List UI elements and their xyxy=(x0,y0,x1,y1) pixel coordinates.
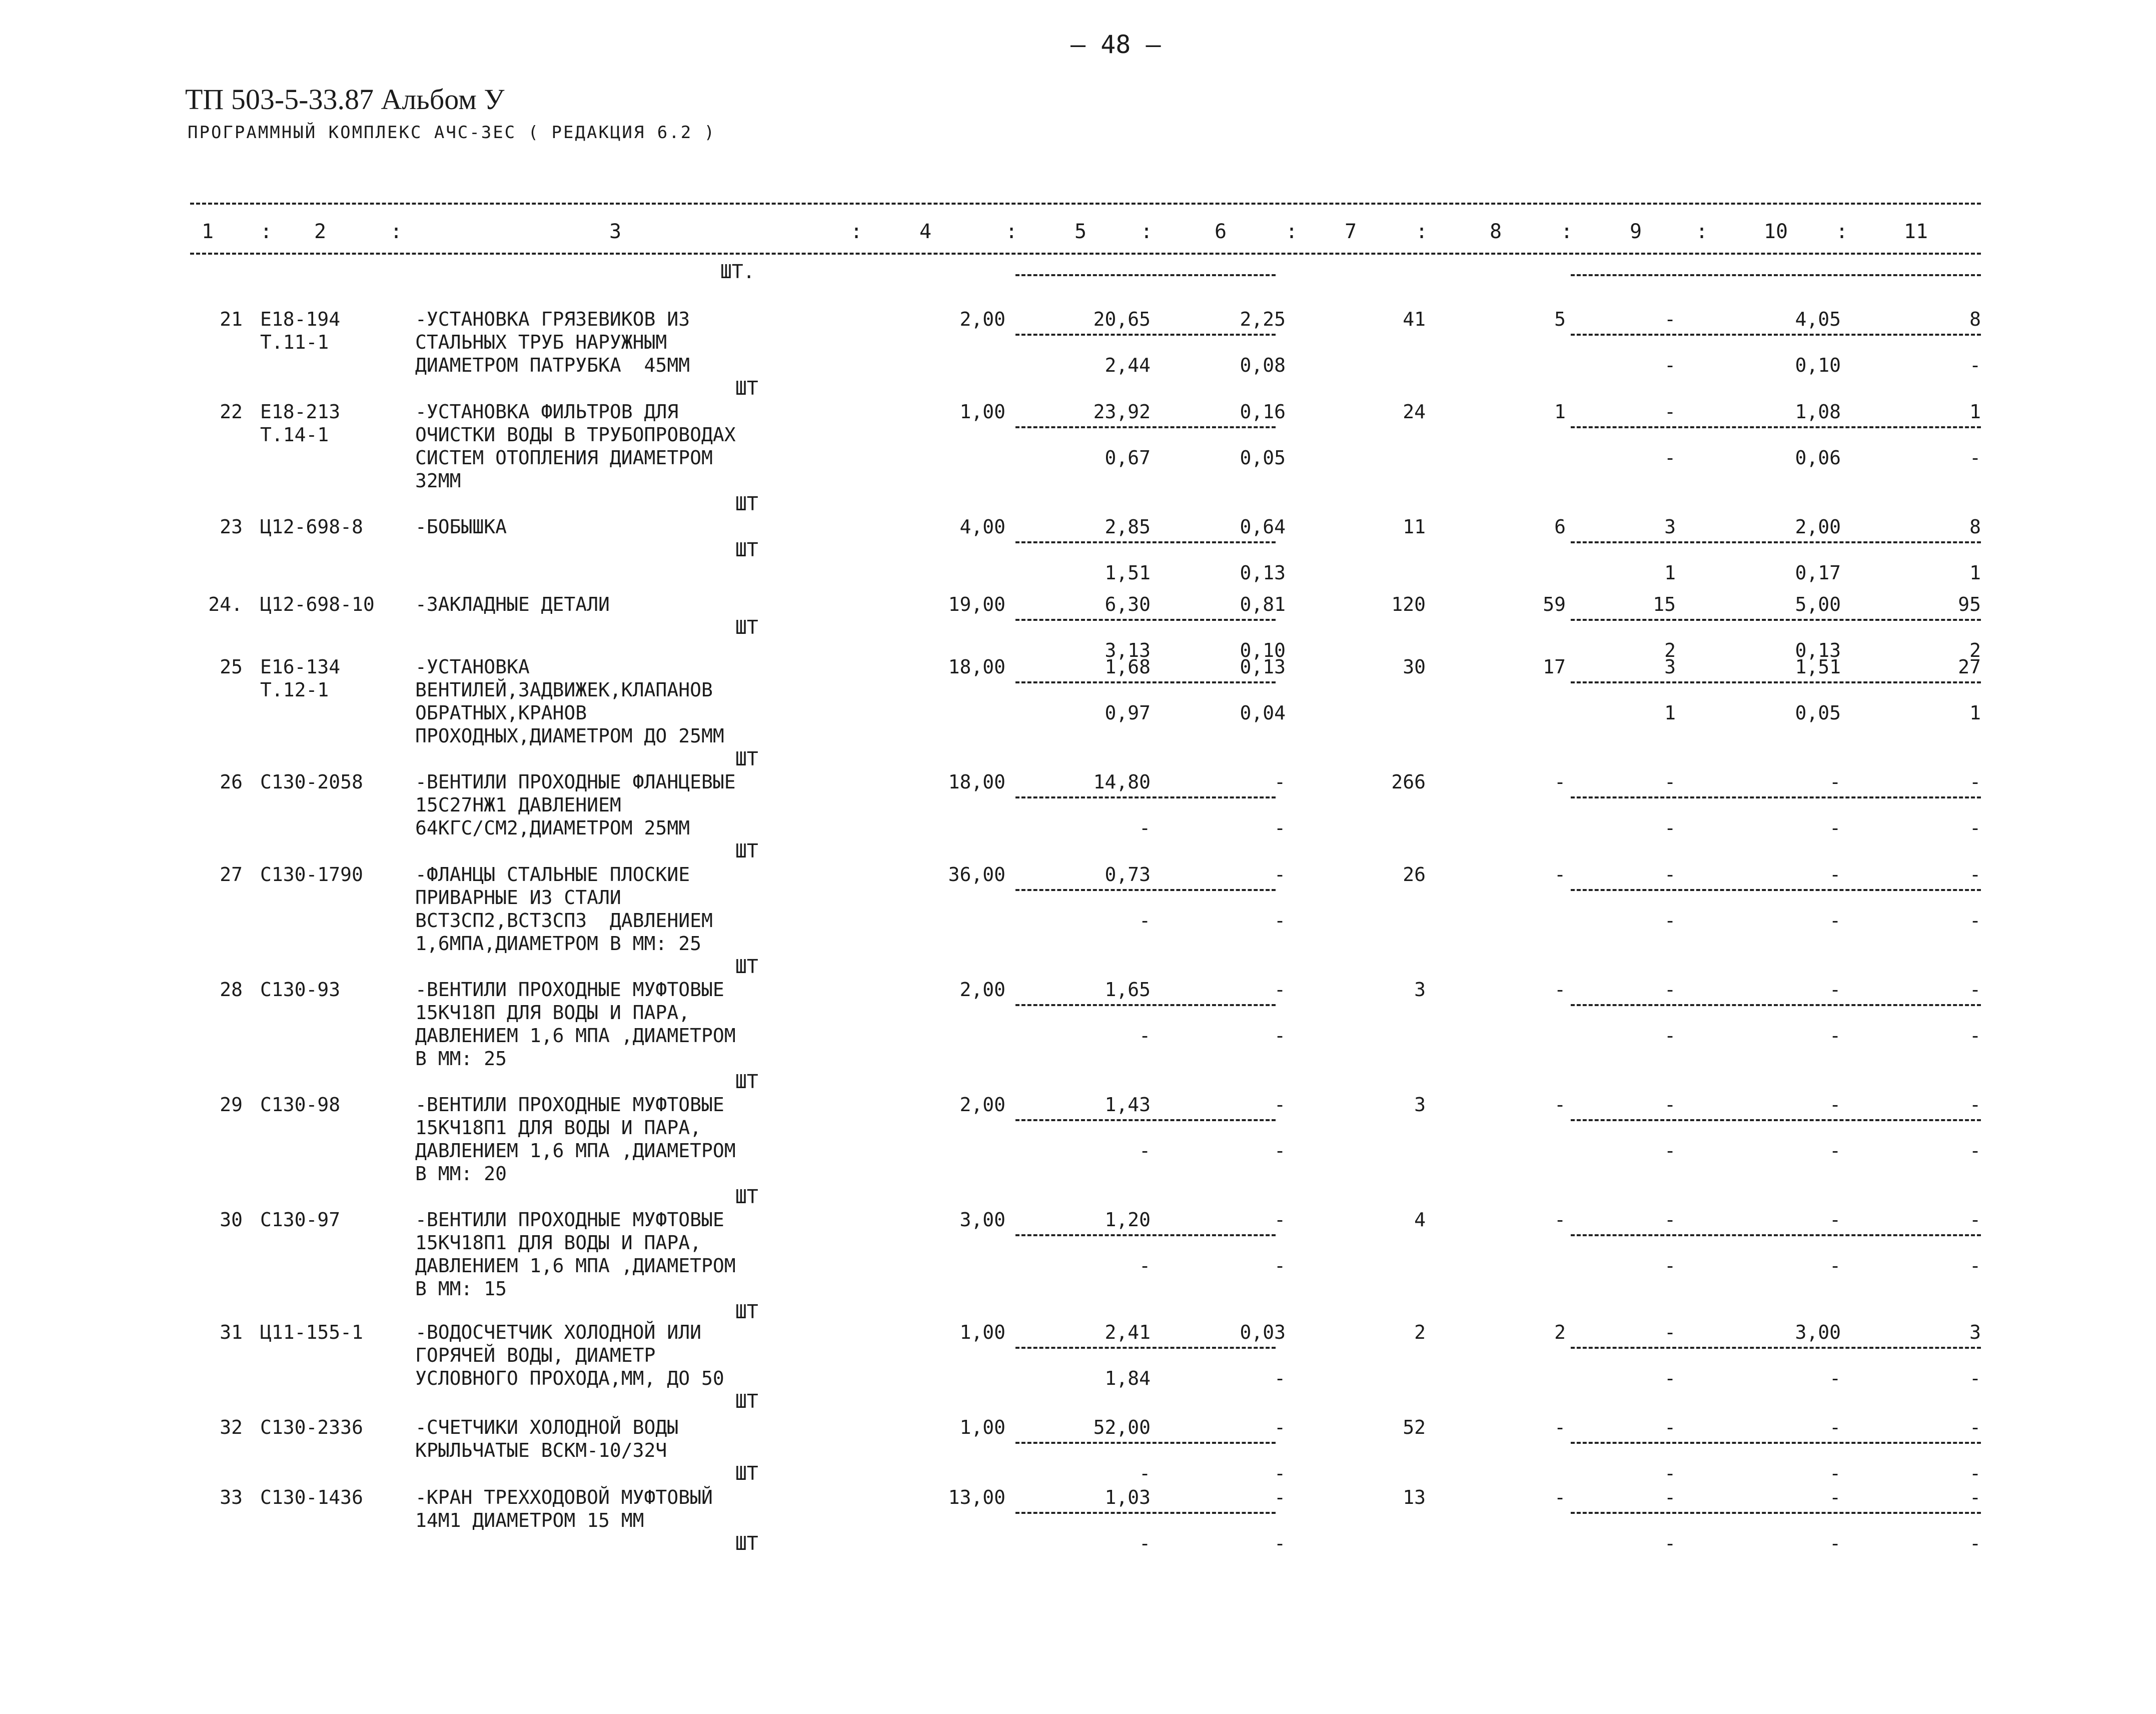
cell-col9: - xyxy=(1664,308,1676,330)
cell-col9: 3 xyxy=(1664,516,1676,538)
cell-col5: 2,85 xyxy=(1105,516,1151,538)
rule xyxy=(1015,796,1276,798)
cell-col10: - xyxy=(1829,979,1841,1001)
cell-col5: 1,65 xyxy=(1105,979,1151,1001)
cell-col5-sub: 0,67 xyxy=(1105,447,1151,469)
column-header-10: 10 xyxy=(1763,220,1788,243)
cell-col7: 4 xyxy=(1414,1209,1426,1231)
row-unit: ШТ xyxy=(735,748,758,770)
cell-col9: - xyxy=(1664,771,1676,793)
cell-col5-sub: 0,97 xyxy=(1105,702,1151,724)
column-header-2: 2 xyxy=(314,220,327,243)
cell-col7: 3 xyxy=(1414,1094,1426,1116)
cell-col10: 4,05 xyxy=(1795,308,1841,330)
cell-col6-sub: - xyxy=(1274,1025,1286,1047)
cell-col6: - xyxy=(1274,771,1286,793)
row-description: -ВОДОСЧЕТЧИК ХОЛОДНОЙ ИЛИ ГОРЯЧЕЙ ВОДЫ, ДИАМЕТР УСЛОВНОГО ПРОХОДА,ММ, ДО 50 xyxy=(415,1321,724,1389)
cell-col5: 23,92 xyxy=(1093,401,1151,423)
cell-col9: 3 xyxy=(1664,656,1676,678)
cell-col9: - xyxy=(1664,1416,1676,1438)
cell-col9: - xyxy=(1664,979,1676,1001)
cell-col6: 0,16 xyxy=(1240,401,1286,423)
cell-col6: - xyxy=(1274,1486,1286,1508)
rule xyxy=(1015,619,1276,621)
cell-col5: 20,65 xyxy=(1093,308,1151,330)
cell-col6-sub: - xyxy=(1274,1367,1286,1389)
row-code: Е16-134 xyxy=(260,656,341,678)
cell-col9-sub: - xyxy=(1664,1025,1676,1047)
column-separator: : xyxy=(1561,220,1573,243)
row-code: С130-93 xyxy=(260,979,341,1001)
cell-col10-sub: 0,05 xyxy=(1795,702,1841,724)
row-description: -ВЕНТИЛИ ПРОХОДНЫЕ МУФТОВЫЕ 15КЧ18П1 ДЛЯ ВОДЫ И ПАРА, ДАВЛЕНИЕМ 1,6 МПА ,ДИАМЕТРОМ В ММ: 15 xyxy=(415,1209,736,1300)
row-code: С130-2058 xyxy=(260,771,363,793)
row-description: -КРАН ТРЕХХОДОВОЙ МУФТОВЫЙ 14М1 ДИАМЕТРОМ 15 ММ xyxy=(415,1486,713,1531)
row-unit: ШТ xyxy=(735,1390,758,1412)
cell-col9-sub: - xyxy=(1664,1532,1676,1554)
rule xyxy=(1015,1347,1276,1349)
rule xyxy=(1015,1234,1276,1236)
cell-col6: - xyxy=(1274,979,1286,1001)
cell-col6-sub: - xyxy=(1274,1140,1286,1162)
row-unit: ШТ xyxy=(735,1186,758,1208)
cell-col10: 1,08 xyxy=(1795,401,1841,423)
cell-col10: - xyxy=(1829,864,1841,886)
cell-col5: 2,41 xyxy=(1105,1321,1151,1343)
row-description: -ВЕНТИЛИ ПРОХОДНЫЕ ФЛАНЦЕВЫЕ 15С27НЖ1 ДАВЛЕНИЕМ 64КГС/СМ2,ДИАМЕТРОМ 25ММ xyxy=(415,771,736,839)
cell-col5: 0,73 xyxy=(1105,864,1151,886)
rule xyxy=(1571,619,1981,621)
table-top-rule xyxy=(190,203,1981,205)
row-unit: ШТ xyxy=(735,493,758,515)
cell-col7: 13 xyxy=(1403,1486,1426,1508)
cell-col7: 24 xyxy=(1403,401,1426,423)
row-description: -СЧЕТЧИКИ ХОЛОДНОЙ ВОДЫ КРЫЛЬЧАТЫЕ ВСКМ-10/32Ч xyxy=(415,1416,679,1461)
cell-col5-sub: - xyxy=(1139,1140,1151,1162)
column-header-8: 8 xyxy=(1489,220,1502,243)
cell-col8: 59 xyxy=(1543,593,1566,615)
cell-col8: - xyxy=(1554,771,1566,793)
cell-col6: 0,13 xyxy=(1240,656,1286,678)
row-number: 31 xyxy=(220,1321,243,1343)
column-header-1: 1 xyxy=(201,220,214,243)
cell-col11: 3 xyxy=(1969,1321,1981,1343)
cell-col5-sub: 1,51 xyxy=(1105,562,1151,584)
row-number: 25 xyxy=(220,656,243,678)
cell-col9: - xyxy=(1664,401,1676,423)
cell-col5: 52,00 xyxy=(1093,1416,1151,1438)
cell-col11-sub: - xyxy=(1969,1025,1981,1047)
row-unit: ШТ xyxy=(735,1071,758,1093)
cell-quantity: 1,00 xyxy=(959,1321,1005,1343)
cell-col6-sub: - xyxy=(1274,910,1286,932)
rule xyxy=(1571,274,1981,276)
row-unit: ШТ xyxy=(735,377,758,399)
cell-quantity: 19,00 xyxy=(948,593,1005,615)
cell-col11-sub: - xyxy=(1969,910,1981,932)
row-code: С130-2336 xyxy=(260,1416,363,1438)
row-unit: ШТ xyxy=(735,1301,758,1323)
unit-top: ШТ. xyxy=(720,261,755,283)
cell-col8: - xyxy=(1554,1209,1566,1231)
cell-col7: 120 xyxy=(1391,593,1426,615)
cell-col11-sub: - xyxy=(1969,817,1981,839)
cell-col10: - xyxy=(1829,1486,1841,1508)
rule xyxy=(1015,889,1276,891)
cell-col9: - xyxy=(1664,864,1676,886)
cell-col5-sub: - xyxy=(1139,1462,1151,1484)
cell-col9-sub: - xyxy=(1664,447,1676,469)
cell-col5-sub: - xyxy=(1139,1532,1151,1554)
cell-col5-sub: - xyxy=(1139,1255,1151,1277)
rule xyxy=(1015,681,1276,683)
cell-col11-sub: - xyxy=(1969,1367,1981,1389)
cell-col6: - xyxy=(1274,864,1286,886)
cell-col11-sub: 1 xyxy=(1969,562,1981,584)
row-unit: ШТ xyxy=(735,1532,758,1554)
rule xyxy=(1571,334,1981,336)
cell-col10-sub: 0,17 xyxy=(1795,562,1841,584)
cell-col9: 15 xyxy=(1653,593,1676,615)
row-code: Ц12-698-8 xyxy=(260,516,363,538)
cell-col6-sub: 0,13 xyxy=(1240,562,1286,584)
cell-col9-sub: - xyxy=(1664,354,1676,376)
cell-col6: 0,03 xyxy=(1240,1321,1286,1343)
rule xyxy=(1571,1234,1981,1236)
cell-quantity: 18,00 xyxy=(948,656,1005,678)
row-code-sub: Т.11-1 xyxy=(260,331,329,353)
row-description: -ВЕНТИЛИ ПРОХОДНЫЕ МУФТОВЫЕ 15КЧ18П ДЛЯ ВОДЫ И ПАРА, ДАВЛЕНИЕМ 1,6 МПА ,ДИАМЕТРОМ В ММ: 25 xyxy=(415,979,736,1070)
row-number: 21 xyxy=(220,308,243,330)
row-unit: ШТ xyxy=(735,616,758,638)
column-separator: : xyxy=(1696,220,1708,243)
row-number: 22 xyxy=(220,401,243,423)
cell-col11-sub: 2 xyxy=(1969,639,1981,661)
rule xyxy=(1571,1442,1981,1444)
cell-col10: - xyxy=(1829,1094,1841,1116)
rule xyxy=(1015,1442,1276,1444)
cell-col6-sub: - xyxy=(1274,1532,1286,1554)
cell-col8: 6 xyxy=(1554,516,1566,538)
cell-col10: 5,00 xyxy=(1795,593,1841,615)
cell-col10: - xyxy=(1829,771,1841,793)
cell-col7: 41 xyxy=(1403,308,1426,330)
rule xyxy=(1571,426,1981,428)
cell-col9: - xyxy=(1664,1209,1676,1231)
column-separator: : xyxy=(1286,220,1298,243)
cell-col7: 266 xyxy=(1391,771,1426,793)
cell-col9: - xyxy=(1664,1486,1676,1508)
cell-quantity: 4,00 xyxy=(959,516,1005,538)
cell-col5: 1,03 xyxy=(1105,1486,1151,1508)
cell-col10-sub: - xyxy=(1829,1025,1841,1047)
cell-col10-sub: 0,06 xyxy=(1795,447,1841,469)
cell-col6: 2,25 xyxy=(1240,308,1286,330)
cell-col8: - xyxy=(1554,864,1566,886)
cell-col11-sub: - xyxy=(1969,1532,1981,1554)
cell-col11: 1 xyxy=(1969,401,1981,423)
cell-col8: 2 xyxy=(1554,1321,1566,1343)
cell-col7: 30 xyxy=(1403,656,1426,678)
cell-col11-sub: - xyxy=(1969,1255,1981,1277)
cell-col9-sub: - xyxy=(1664,817,1676,839)
cell-col11: - xyxy=(1969,1416,1981,1438)
cell-col5-sub: - xyxy=(1139,1025,1151,1047)
cell-col11: - xyxy=(1969,864,1981,886)
row-number: 30 xyxy=(220,1209,243,1231)
rule xyxy=(1571,541,1981,543)
column-header-9: 9 xyxy=(1629,220,1642,243)
row-code-sub: Т.12-1 xyxy=(260,679,329,701)
rule xyxy=(1015,334,1276,336)
cell-col6-sub: - xyxy=(1274,1255,1286,1277)
cell-col10: 3,00 xyxy=(1795,1321,1841,1343)
cell-col9-sub: 2 xyxy=(1664,639,1676,661)
cell-col10: 2,00 xyxy=(1795,516,1841,538)
cell-col5-sub: 3,13 xyxy=(1105,639,1151,661)
program-line: ПРОГРАММНЫЙ КОМПЛЕКС АЧС-ЗЕС ( РЕДАКЦИЯ 6.2 ) xyxy=(188,123,716,143)
column-header-7: 7 xyxy=(1344,220,1357,243)
cell-col5: 1,43 xyxy=(1105,1094,1151,1116)
cell-col6-sub: 0,10 xyxy=(1240,639,1286,661)
row-number: 28 xyxy=(220,979,243,1001)
cell-quantity: 1,00 xyxy=(959,401,1005,423)
cell-col9-sub: - xyxy=(1664,1367,1676,1389)
row-code: С130-1436 xyxy=(260,1486,363,1508)
cell-col6-sub: - xyxy=(1274,1462,1286,1484)
column-header-5: 5 xyxy=(1074,220,1087,243)
rule xyxy=(1015,1119,1276,1121)
cell-col11-sub: - xyxy=(1969,1140,1981,1162)
row-number: 27 xyxy=(220,864,243,886)
page-number: — 48 — xyxy=(1070,30,1161,59)
rule xyxy=(1571,796,1981,798)
album-title: ТП 503-5-33.87 Альбом У xyxy=(185,83,505,116)
cell-col6: 0,64 xyxy=(1240,516,1286,538)
column-separator: : xyxy=(1005,220,1018,243)
cell-col7: 11 xyxy=(1403,516,1426,538)
row-code: Ц11-155-1 xyxy=(260,1321,363,1343)
cell-col9-sub: - xyxy=(1664,910,1676,932)
column-separator: : xyxy=(260,220,273,243)
row-code: Е18-213 xyxy=(260,401,341,423)
cell-quantity: 1,00 xyxy=(959,1416,1005,1438)
row-number: 23 xyxy=(220,516,243,538)
cell-quantity: 2,00 xyxy=(959,979,1005,1001)
cell-col5: 1,68 xyxy=(1105,656,1151,678)
rule xyxy=(1015,426,1276,428)
cell-col7: 2 xyxy=(1414,1321,1426,1343)
cell-col5: 1,20 xyxy=(1105,1209,1151,1231)
cell-quantity: 36,00 xyxy=(948,864,1005,886)
rule xyxy=(1015,541,1276,543)
cell-col11-sub: - xyxy=(1969,447,1981,469)
rule xyxy=(1571,889,1981,891)
column-separator: : xyxy=(1416,220,1428,243)
row-description: -ВЕНТИЛИ ПРОХОДНЫЕ МУФТОВЫЕ 15КЧ18П1 ДЛЯ ВОДЫ И ПАРА, ДАВЛЕНИЕМ 1,6 МПА ,ДИАМЕТРОМ В ММ: 20 xyxy=(415,1094,736,1185)
table-header-rule xyxy=(190,253,1981,255)
rule xyxy=(1571,1347,1981,1349)
cell-col6: - xyxy=(1274,1209,1286,1231)
cell-col5-sub: 2,44 xyxy=(1105,354,1151,376)
column-header-4: 4 xyxy=(919,220,932,243)
rule xyxy=(1015,274,1276,276)
cell-col11-sub: - xyxy=(1969,354,1981,376)
row-unit: ШТ xyxy=(735,1462,758,1484)
cell-col10-sub: 0,13 xyxy=(1795,639,1841,661)
cell-col10-sub: - xyxy=(1829,1462,1841,1484)
cell-quantity: 2,00 xyxy=(959,308,1005,330)
column-separator: : xyxy=(850,220,863,243)
rule xyxy=(1571,1004,1981,1006)
row-code: Е18-194 xyxy=(260,308,341,330)
cell-col10-sub: - xyxy=(1829,1367,1841,1389)
cell-col11: - xyxy=(1969,771,1981,793)
cell-col6-sub: 0,05 xyxy=(1240,447,1286,469)
row-code: С130-1790 xyxy=(260,864,363,886)
cell-col9: - xyxy=(1664,1321,1676,1343)
cell-col11-sub: 1 xyxy=(1969,702,1981,724)
column-header-11: 11 xyxy=(1903,220,1928,243)
cell-col10: - xyxy=(1829,1209,1841,1231)
cell-col11: - xyxy=(1969,1486,1981,1508)
cell-col7: 52 xyxy=(1403,1416,1426,1438)
cell-col10-sub: - xyxy=(1829,817,1841,839)
column-separator: : xyxy=(1141,220,1153,243)
row-description: -ЗАКЛАДНЫЕ ДЕТАЛИ xyxy=(415,593,610,615)
row-code-sub: Т.14-1 xyxy=(260,424,329,446)
cell-col5-sub: - xyxy=(1139,817,1151,839)
cell-col11: 27 xyxy=(1958,656,1981,678)
cell-col6-sub: 0,08 xyxy=(1240,354,1286,376)
rule xyxy=(1571,681,1981,683)
cell-col7: 3 xyxy=(1414,979,1426,1001)
cell-col10-sub: - xyxy=(1829,1532,1841,1554)
row-unit: ШТ xyxy=(735,840,758,862)
cell-col9-sub: 1 xyxy=(1664,702,1676,724)
rule xyxy=(1015,1004,1276,1006)
cell-col10: - xyxy=(1829,1416,1841,1438)
row-number: 26 xyxy=(220,771,243,793)
cell-col7: 26 xyxy=(1403,864,1426,886)
row-number: 32 xyxy=(220,1416,243,1438)
row-description: -УСТАНОВКА ВЕНТИЛЕЙ,ЗАДВИЖЕК,КЛАПАНОВ ОБРАТНЫХ,КРАНОВ ПРОХОДНЫХ,ДИАМЕТРОМ ДО 25ММ xyxy=(415,656,724,747)
row-number: 33 xyxy=(220,1486,243,1508)
cell-col5-sub: - xyxy=(1139,910,1151,932)
cell-col6: - xyxy=(1274,1094,1286,1116)
column-separator: : xyxy=(390,220,403,243)
cell-col8: 5 xyxy=(1554,308,1566,330)
cell-col6-sub: 0,04 xyxy=(1240,702,1286,724)
cell-col8: - xyxy=(1554,1416,1566,1438)
row-description: -БОБЫШКА xyxy=(415,516,507,538)
column-separator: : xyxy=(1836,220,1848,243)
row-code: С130-98 xyxy=(260,1094,341,1116)
cell-col11: 8 xyxy=(1969,516,1981,538)
cell-col6-sub: - xyxy=(1274,817,1286,839)
cell-col10-sub: - xyxy=(1829,1255,1841,1277)
cell-col9-sub: - xyxy=(1664,1255,1676,1277)
row-description: -УСТАНОВКА ФИЛЬТРОВ ДЛЯ ОЧИСТКИ ВОДЫ В ТРУБОПРОВОДАХ СИСТЕМ ОТОПЛЕНИЯ ДИАМЕТРОМ 32ММ xyxy=(415,401,736,492)
row-number: 24. xyxy=(208,593,243,615)
cell-col5-sub: 1,84 xyxy=(1105,1367,1151,1389)
column-header-3: 3 xyxy=(609,220,622,243)
cell-col11-sub: - xyxy=(1969,1462,1981,1484)
rule xyxy=(1571,1512,1981,1514)
cell-col9-sub: 1 xyxy=(1664,562,1676,584)
row-code: Ц12-698-10 xyxy=(260,593,375,615)
row-unit: ШТ xyxy=(735,539,758,561)
cell-col8: - xyxy=(1554,1094,1566,1116)
row-number: 29 xyxy=(220,1094,243,1116)
cell-col10-sub: - xyxy=(1829,910,1841,932)
cell-col11: - xyxy=(1969,979,1981,1001)
cell-col11: - xyxy=(1969,1209,1981,1231)
rule xyxy=(1015,1512,1276,1514)
cell-quantity: 2,00 xyxy=(959,1094,1005,1116)
cell-col11: 95 xyxy=(1958,593,1981,615)
cell-quantity: 18,00 xyxy=(948,771,1005,793)
row-description: -УСТАНОВКА ГРЯЗЕВИКОВ ИЗ СТАЛЬНЫХ ТРУБ НАРУЖНЫМ ДИАМЕТРОМ ПАТРУБКА 45ММ xyxy=(415,308,690,376)
cell-col8: 17 xyxy=(1543,656,1566,678)
cell-col8: 1 xyxy=(1554,401,1566,423)
cell-col10: 1,51 xyxy=(1795,656,1841,678)
cell-col11: 8 xyxy=(1969,308,1981,330)
row-code: С130-97 xyxy=(260,1209,341,1231)
cell-col11: - xyxy=(1969,1094,1981,1116)
cell-col10-sub: 0,10 xyxy=(1795,354,1841,376)
cell-quantity: 3,00 xyxy=(959,1209,1005,1231)
cell-col5: 6,30 xyxy=(1105,593,1151,615)
rule xyxy=(1571,1119,1981,1121)
cell-col9-sub: - xyxy=(1664,1462,1676,1484)
cell-quantity: 13,00 xyxy=(948,1486,1005,1508)
row-unit: ШТ xyxy=(735,956,758,978)
cell-col6: - xyxy=(1274,1416,1286,1438)
cell-col9: - xyxy=(1664,1094,1676,1116)
row-description: -ФЛАНЦЫ СТАЛЬНЫЕ ПЛОСКИЕ ПРИВАРНЫЕ ИЗ СТАЛИ ВСТ3СП2,ВСТ3СП3 ДАВЛЕНИЕМ 1,6МПА,ДИАМЕТРОМ В ММ: 25 xyxy=(415,864,713,955)
cell-col6: 0,81 xyxy=(1240,593,1286,615)
cell-col10-sub: - xyxy=(1829,1140,1841,1162)
cell-col8: - xyxy=(1554,1486,1566,1508)
cell-col9-sub: - xyxy=(1664,1140,1676,1162)
cell-col8: - xyxy=(1554,979,1566,1001)
column-header-6: 6 xyxy=(1214,220,1227,243)
cell-col5: 14,80 xyxy=(1093,771,1151,793)
